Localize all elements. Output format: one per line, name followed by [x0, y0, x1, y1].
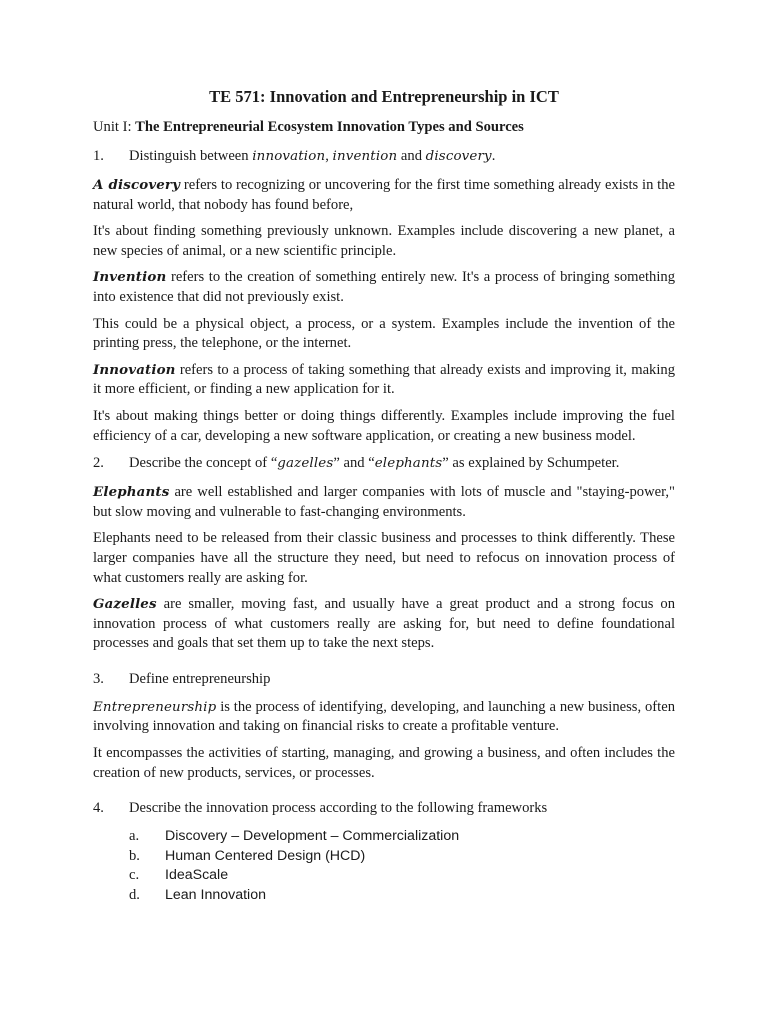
term-elephants-bold: Elephants: [93, 484, 170, 501]
invention-examples: This could be a physical object, a process, or a system. Examples include the invention of the printing press, the telephone, or the internet.: [93, 315, 675, 352]
term-discovery: discovery: [425, 149, 492, 164]
term-invention: invention: [332, 149, 398, 164]
question-text-part: ” and “: [333, 455, 375, 472]
question-text-part: Describe the concept of “: [129, 455, 278, 472]
innovation-definition: [93, 361, 675, 400]
paragraph-text: is the process of identifying, developing, and launching a new business, often involving innovation and taking on financial risks to create a profitable venture.: [93, 698, 675, 735]
term-a-discovery: A discovery: [93, 177, 181, 193]
question-number: 1.: [93, 148, 104, 164]
term-gazelles-bold: Gazelles: [93, 596, 157, 613]
paragraph-text: refers to a process of taking something that already exists and improving it, making it more efficient, or finding a new application for it.: [93, 361, 675, 398]
term-entrepreneurship: Entrepreneurship: [93, 699, 217, 715]
term-innovation-bold: Innovation: [93, 361, 176, 378]
list-item-text: Lean Innovation: [165, 887, 266, 904]
innovation-examples: It's about making things better or doing things differently. Examples include improving the fuel efficiency of a car, developing a new software application, or creating a new business model.: [93, 407, 675, 444]
gazelles-definition: [93, 595, 675, 654]
unit-heading: [93, 117, 675, 137]
spacer: [93, 661, 675, 669]
entrepreneurship-definition: [93, 698, 675, 737]
term-innovation: innovation: [252, 149, 326, 164]
question-text-part: ” as explained by Schumpeter.: [442, 455, 620, 472]
list-item-letter: a.: [129, 828, 140, 845]
question-3: [93, 669, 675, 689]
framework-list: [93, 827, 675, 905]
list-item-text: Discovery – Development – Commercialization: [165, 828, 460, 845]
question-text-part: .: [491, 148, 496, 164]
list-item: [93, 827, 675, 847]
question-text-part: Distinguish between: [129, 148, 253, 164]
unit-name: The Entrepreneurial Ecosystem Innovation Types and Sources: [135, 119, 524, 135]
list-item-letter: c.: [129, 867, 140, 884]
question-text: Define entrepreneurship: [129, 670, 271, 687]
elephants-definition: [93, 483, 675, 522]
question-text-part: and: [397, 148, 426, 164]
list-item-letter: d.: [129, 887, 140, 904]
term-gazelles: gazelles: [277, 456, 334, 472]
question-text: [129, 146, 495, 167]
spacer: [93, 790, 675, 798]
elephants-explanation: Elephants need to be released from their classic business and processes to think differently. These larger companies have all the structure they need, but need to refocus on innovation process of what customers really are asking for.: [93, 530, 675, 586]
unit-prefix: Unit I:: [93, 119, 136, 135]
question-text: [129, 453, 619, 474]
list-item-text: Human Centered Design (HCD): [165, 847, 366, 864]
paragraph-text: refers to the creation of something entirely new. It's a process of bringing something into existence that did not previously exist.: [93, 269, 675, 305]
question-number: 3.: [93, 670, 104, 687]
invention-definition: [93, 268, 675, 307]
list-item: [93, 886, 675, 906]
entrepreneurship-activities: It encompasses the activities of starting, managing, and growing a business, and often includes the creation of new products, services, or processes.: [93, 745, 675, 781]
list-item-letter: b.: [129, 847, 140, 864]
paragraph-text: are smaller, moving fast, and usually have a great product and a strong focus on innovation process of what customers really are asking for, but need to define foundational processes and goals that set them up to take the next steps.: [93, 596, 675, 652]
question-2: [93, 453, 675, 474]
question-text-part: ,: [325, 148, 333, 164]
list-item: [93, 866, 675, 886]
term-elephants: elephants: [374, 456, 443, 472]
question-1: [93, 146, 675, 167]
question-text: Describe the innovation process according to the following frameworks: [129, 800, 548, 817]
list-item-text: IdeaScale: [165, 867, 229, 884]
term-invention-bold: Invention: [93, 269, 167, 286]
page-content: [93, 86, 675, 906]
question-4: [93, 798, 675, 818]
question-number: 4.: [93, 800, 104, 817]
document-title: TE 571: Innovation and Entrepreneurship in ICT: [209, 87, 559, 106]
discovery-examples: It's about finding something previously unknown. Examples include discovering a new planet, a new species of animal, or a new scientific principle.: [93, 223, 675, 259]
question-number: 2.: [93, 455, 104, 472]
paragraph-text: refers to recognizing or uncovering for the first time something already exists in the natural world, that nobody has found before,: [93, 177, 676, 213]
paragraph-text: are well established and larger companies with lots of muscle and "staying-power," but slow moving and vulnerable to fast-changing environments.: [93, 484, 675, 520]
list-item: [93, 847, 675, 867]
discovery-definition: [93, 176, 675, 215]
